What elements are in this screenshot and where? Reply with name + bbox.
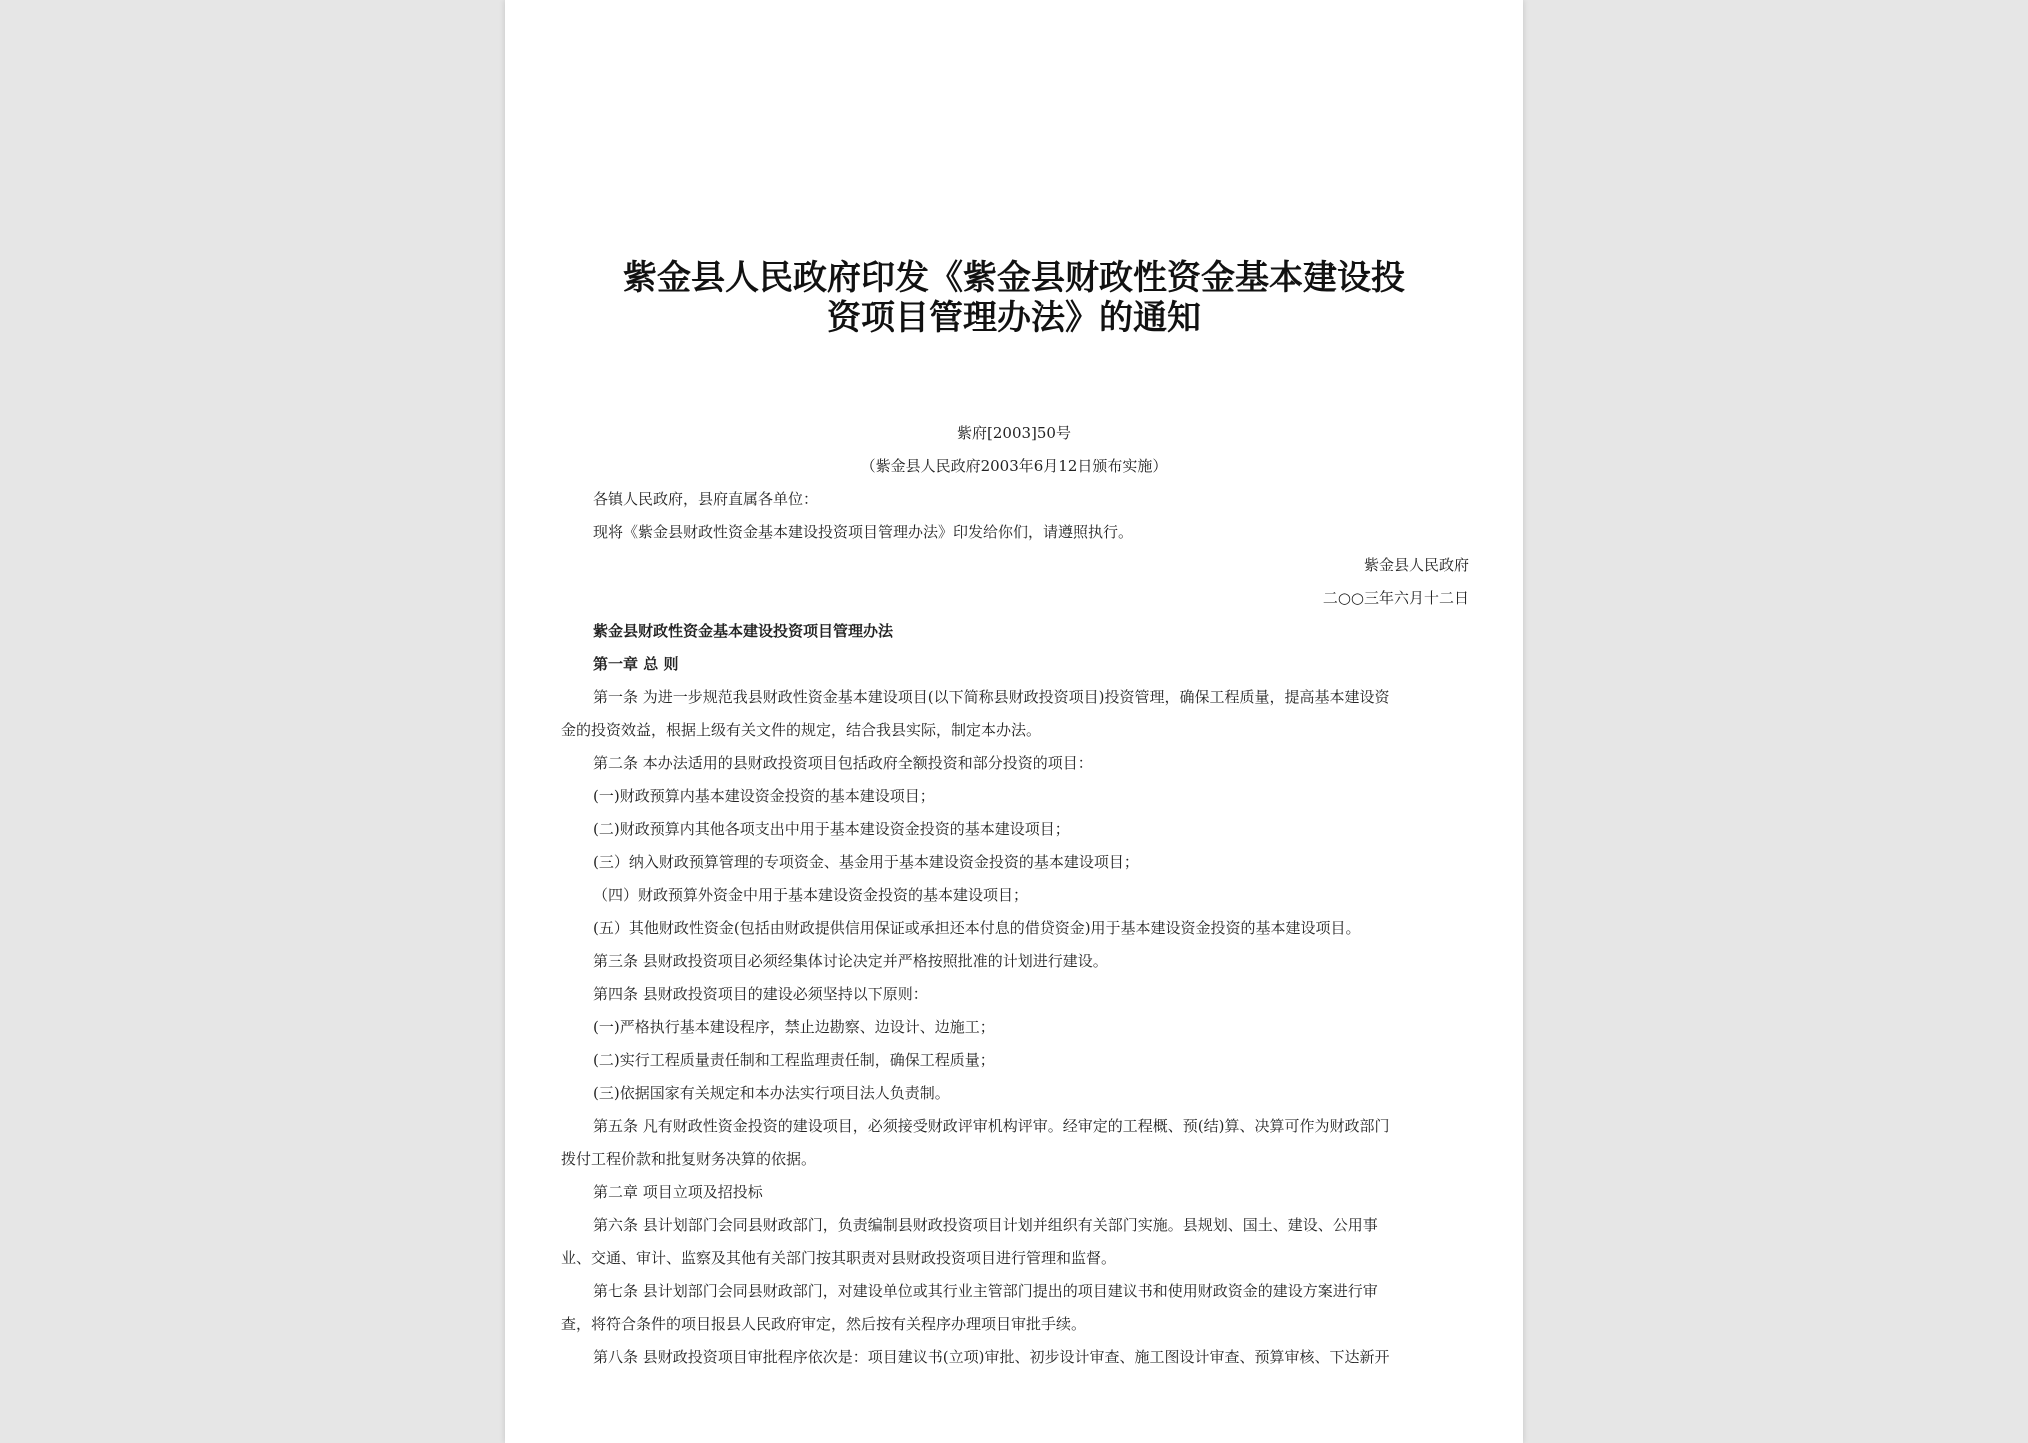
article-paragraph: 第五条 凡有财政性资金投资的建设项目，必须接受财政评审机构评审。经审定的工程概、预(结)算、决算可作为财政部门 [593,1117,1390,1135]
addressee: 各镇人民政府，县府直属各单位： [593,490,819,508]
document-title [565,258,1463,338]
list-item: (三）纳入财政预算管理的专项资金、基金用于基本建设资金投资的基本建设项目； [593,853,1139,871]
article-paragraph: 第三条 县财政投资项目必须经集体讨论决定并严格按照批准的计划进行建设。 [593,952,1108,970]
title-line-2: 资项目管理办法》的通知 [827,298,1201,338]
article-paragraph: 第七条 县计划部门会同县财政部门，对建设单位或其行业主管部门提出的项目建议书和使用财政资金的建设方案进行审 [593,1282,1378,1300]
article-paragraph-continued: 查，将符合条件的项目报县人民政府审定，然后按有关程序办理项目审批手续。 [561,1315,1087,1333]
article-paragraph: 第二条 本办法适用的县财政投资项目包括政府全额投资和部分投资的项目： [593,754,1093,772]
document-page [505,0,1523,1443]
intro-paragraph: 现将《紫金县财政性资金基本建设投资项目管理办法》印发给你们，请遵照执行。 [593,523,1134,541]
list-item: （四）财政预算外资金中用于基本建设资金投资的基本建设项目； [593,886,1029,904]
list-item: (五）其他财政性资金(包括由财政提供信用保证或承担还本付息的借贷资金)用于基本建设资金投资的基本建设项目。 [593,919,1361,937]
article-paragraph: 第八条 县财政投资项目审批程序依次是：项目建议书(立项)审批、初步设计审查、施工图设计审查、预算审核、下达新开 [593,1348,1390,1366]
list-item: (二)实行工程质量责任制和工程监理责任制，确保工程质量； [593,1051,995,1069]
document-number: 紫府[2003]50号 [957,424,1071,442]
list-item: (三)依据国家有关规定和本办法实行项目法人负责制。 [593,1084,950,1102]
list-item: (二)财政预算内其他各项支出中用于基本建设资金投资的基本建设项目； [593,820,1070,838]
chapter-heading: 第二章 项目立项及招投标 [593,1183,763,1201]
signatory: 紫金县人民政府 [1363,556,1469,574]
list-item: (一)财政预算内基本建设资金投资的基本建设项目； [593,787,935,805]
article-paragraph-continued: 金的投资效益，根据上级有关文件的规定，结合我县实际，制定本办法。 [561,721,1042,739]
article-paragraph-continued: 业、交通、审计、监察及其他有关部门按其职责对县财政投资项目进行管理和监督。 [561,1249,1117,1267]
chapter-heading: 第一章 总 则 [593,655,679,673]
document-body [561,483,1469,1374]
article-paragraph: 第六条 县计划部门会同县财政部门，负责编制县财政投资项目计划并组织有关部门实施。县规划、国土、建设、公用事 [593,1216,1378,1234]
title-line-1: 紫金县人民政府印发《紫金县财政性资金基本建设投 [623,258,1405,298]
article-paragraph-continued: 拨付工程价款和批复财务决算的依据。 [561,1150,817,1168]
measures-title: 紫金县财政性资金基本建设投资项目管理办法 [593,622,894,640]
article-paragraph: 第四条 县财政投资项目的建设必须坚持以下原则： [593,985,928,1003]
article-paragraph: 第一条 为进一步规范我县财政性资金基本建设项目(以下简称县财政投资项目)投资管理，确保工程质量，提高基本建设资 [593,688,1390,706]
list-item: (一)严格执行基本建设程序，禁止边勘察、边设计、边施工； [593,1018,995,1036]
issue-date: 二○○三年六月十二日 [1322,589,1469,607]
promulgation-note: （紫金县人民政府2003年6月12日颁布实施） [860,457,1168,475]
